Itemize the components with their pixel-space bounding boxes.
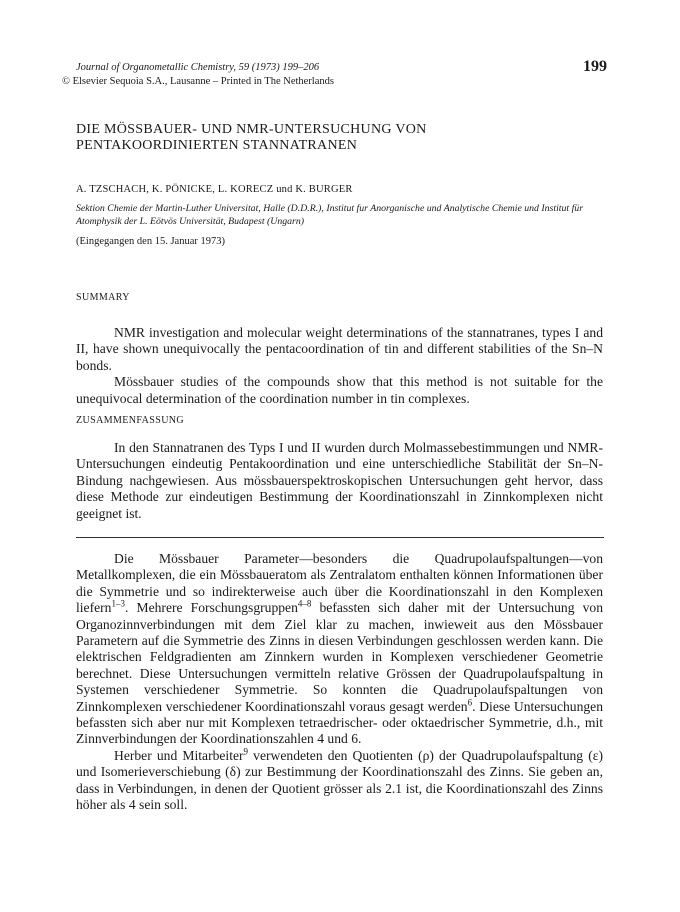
page-number: 199 (583, 58, 607, 75)
received-date: (Eingegangen den 15. Januar 1973) (76, 236, 225, 247)
summary-paragraph-2: Mössbauer studies of the compounds show that this method is not suitable for the unequivocal determination of the coordination number in tin complexes. (76, 374, 603, 406)
reference-9: 9 (243, 746, 249, 757)
journal-citation: Journal of Organometallic Chemistry, 59 (1973) 199–206 (76, 62, 320, 73)
zusammenfassung-paragraph: In den Stannatranen des Typs I und II wurden durch Molmassebestimmungen und NMR-Untersuchungen eindeutig Pentakoordination und eine unterschiedliche Stabilität der Sn–N-Bindung nachgewiesen. Aus mössbauerspektroskopischen Untersuchungen geht hervor, dass diese Methode zur eindeutigen Bestimmung der Koordinationszahl in Zinnkomplexen nicht geeignet ist. (76, 440, 603, 521)
authors: A. TZSCHACH, K. PÖNICKE, L. KORECZ und K. BURGER (76, 184, 353, 195)
section-divider (76, 537, 604, 538)
body-p1-text-c: befassten sich daher mit der Untersuchung von Organozinnverbindungen mit dem Ziel klar zu machen, inwieweit aus den Mössbauer Parametern auf die Symmetrie des Zinns in diesen Verbindungen geschlossen werden kann. Die elektrischen Feldgradienten am Zinnkern wurden in Komplexen verschiedener Geometrie berechnet. Diese Untersuchungen vermitteln relative Grössen der Quadrupolaufspaltung in Systemen verschiedener Symmetrie. So konnten die Quadrupolaufspaltungen von Zinnkomplexen verschiedener Koordinationszahl voraus gesagt werden (76, 600, 603, 714)
title-line-2: PENTAKOORDINIERTEN STANNATRANEN (76, 138, 358, 153)
zusammenfassung-heading: ZUSAMMENFASSUNG (76, 415, 185, 426)
copyright-line: © Elsevier Sequoia S.A., Lausanne – Printed in The Netherlands (62, 76, 334, 87)
summary-heading: SUMMARY (76, 292, 130, 303)
affiliation: Sektion Chemie der Martin-Luther Universitat, Halle (D.D.R.), Institut fur Anorganische und Analytische Chemie und Institut für Atomphysik der L. Eötvös Universität, Budapest (Ungarn) (76, 203, 584, 227)
title-line-1: DIE MÖSSBAUER- UND NMR-UNTERSUCHUNG VON (76, 122, 427, 137)
reference-4-8: 4–8 (297, 598, 312, 609)
body-p1-text-a: Die Mössbauer Parameter—besonders die Quadrupolaufspaltungen—von Metallkomplexen, die ein Mössbaueratom als Zentralatom enthalten können Informationen über die Symmetrie und so indirekterweise auch über die Koordinationszahl in den Komplexen liefern (76, 551, 603, 616)
body-paragraph-1 (76, 551, 603, 748)
zusammenfassung-text (76, 440, 603, 522)
reference-6: 6 (467, 697, 473, 708)
body-p2-text-a: Herber und Mitarbeiter (114, 747, 244, 763)
body-p1-text-b: . Mehrere Forschungsgruppen (124, 600, 298, 616)
body-p2-text-b: verwendeten den Quotienten (ρ) der Quadrupolaufspaltung (ε) und Isomerieverschiebung (δ) zur Bestimmung der Koordinationszahl des Zinns. Sie geben an, dass in Verbindungen, in denen der Quotient grösser als 2.1 ist, die Koordinationszahl des Zinns höher als 4 sein soll. (76, 747, 603, 813)
body-p1-text-d: . Diese Untersuchungen befassten sich aber nur mit Komplexen tetraedrischer- oder oktaedrischer Symmetrie, d.h., mit Zinnverbindungen der Koordinationszahlen 4 und 6. (76, 698, 603, 747)
body-paragraph-2 (76, 748, 603, 814)
reference-1-3: 1–3 (111, 598, 125, 609)
article-title (76, 122, 427, 154)
summary-text (76, 325, 603, 407)
summary-paragraph-1: NMR investigation and molecular weight determinations of the stannatranes, types I and II, have shown unequivocally the pentacoordination of tin and different stabilities of the Sn–N bonds. (76, 325, 603, 373)
body-text (76, 551, 603, 814)
